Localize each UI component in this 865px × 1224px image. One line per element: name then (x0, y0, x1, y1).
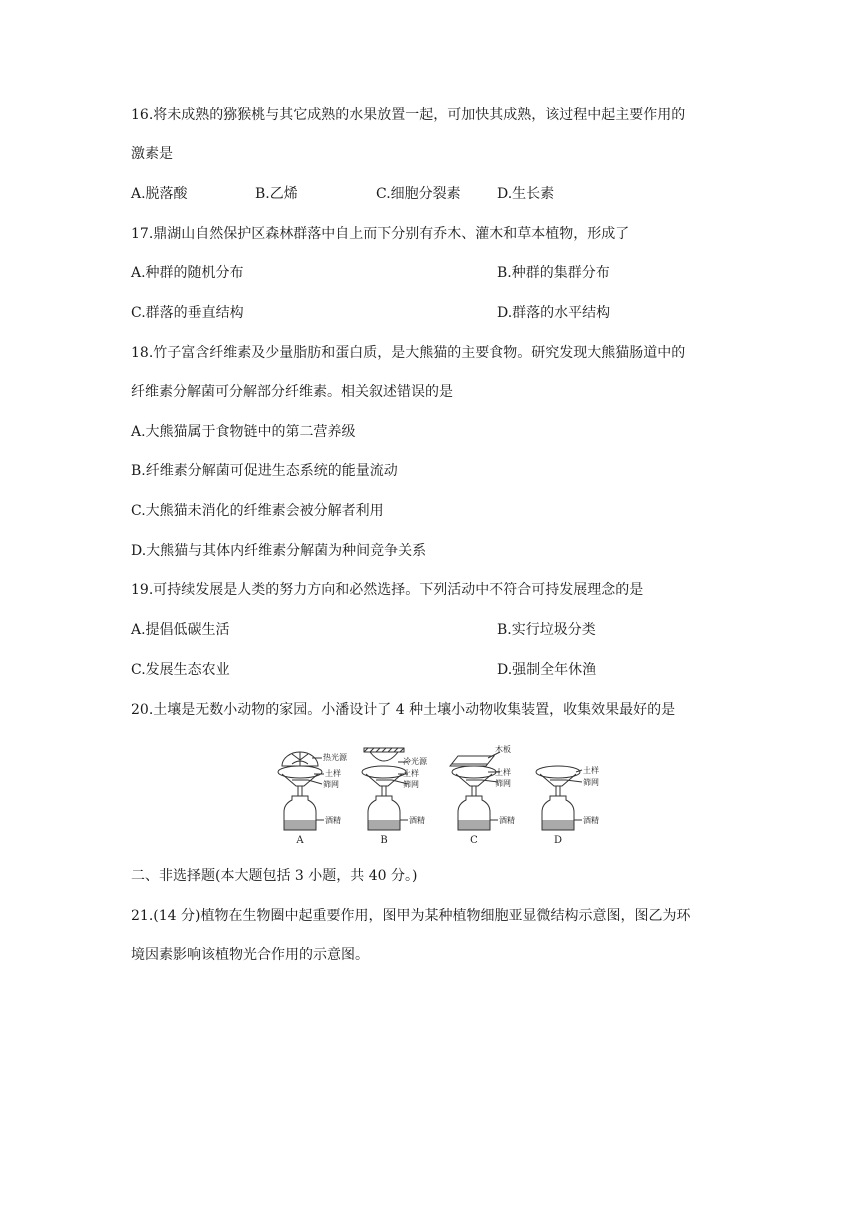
apparatus-c (450, 756, 496, 830)
apparatus-d (536, 766, 580, 830)
panel-label-c: C (470, 835, 478, 846)
section2-title: 二、非选择题(本大题包括 3 小题，共 40 分。) (131, 868, 418, 884)
label-mesh-d: 筛网 (583, 778, 599, 787)
q17-option-a[interactable]: A.种群的随机分布 (131, 265, 244, 281)
label-mesh-a: 筛网 (323, 780, 339, 789)
label-alcohol-a: 酒精 (325, 816, 341, 825)
q18-option-c[interactable]: C.大熊猫未消化的纤维素会被分解者利用 (131, 503, 384, 519)
panel-label-d: D (553, 835, 563, 846)
q18-stem-line2: 纤维素分解菌可分解部分纤维素。相关叙述错误的是 (131, 384, 453, 400)
apparatus-b (362, 748, 406, 830)
q16-option-c[interactable]: C.细胞分裂素 (376, 186, 461, 202)
q19-option-d[interactable]: D.强制全年休渔 (497, 662, 597, 678)
q16-stem-line1: 16.将未成熟的猕猴桃与其它成熟的水果放置一起，可加快其成熟，该过程中起主要作用的 (131, 107, 686, 123)
q17-option-d[interactable]: D.群落的水平结构 (497, 305, 611, 321)
q16-option-b[interactable]: B.乙烯 (255, 186, 298, 202)
q17-option-c[interactable]: C.群落的垂直结构 (131, 305, 244, 321)
q21-stem-line1: 21.(14 分)植物在生物圈中起重要作用，图甲为某种植物细胞亚显微结构示意图，图乙为环 (131, 908, 691, 924)
q18-option-b[interactable]: B.纤维素分解菌可促进生态系统的能量流动 (131, 463, 398, 479)
q19-option-c[interactable]: C.发展生态农业 (131, 662, 230, 678)
q16-option-a[interactable]: A.脱落酸 (131, 186, 188, 202)
label-cold-source: 冷光源 (403, 757, 427, 766)
label-heat-source: 热光源 (323, 753, 347, 762)
label-mesh-b: 筛网 (403, 780, 419, 789)
q20-stem: 20.土壤是无数小动物的家园。小潘设计了 4 种土壤小动物收集装置，收集效果最好的是 (131, 702, 676, 718)
q18-stem-line1: 18.竹子富含纤维素及少量脂肪和蛋白质，是大熊猫的主要食物。研究发现大熊猫肠道中的 (131, 345, 686, 361)
label-soil-c: 土样 (495, 768, 511, 777)
q16-stem-line2: 激素是 (131, 146, 173, 162)
label-alcohol-c: 酒精 (499, 816, 515, 825)
q19-option-a[interactable]: A.提倡低碳生活 (131, 622, 230, 638)
apparatus-a (278, 752, 322, 830)
panel-label-a: A (296, 835, 304, 846)
panel-label-b: B (380, 835, 388, 846)
label-alcohol-b: 酒精 (409, 816, 425, 825)
label-soil-b: 土样 (403, 769, 419, 778)
q17-option-b[interactable]: B.种群的集群分布 (497, 265, 610, 281)
q19-option-b[interactable]: B.实行垃圾分类 (497, 622, 596, 638)
soil-animal-collector-figure (262, 740, 608, 848)
label-soil-a: 土样 (325, 769, 341, 778)
label-mesh-c: 筛网 (495, 779, 511, 788)
q18-option-a[interactable]: A.大熊猫属于食物链中的第二营养级 (131, 424, 356, 440)
q17-stem: 17.鼎湖山自然保护区森林群落中自上而下分别有乔木、灌木和草本植物，形成了 (131, 226, 630, 242)
q18-option-d[interactable]: D.大熊猫与其体内纤维素分解菌为种间竞争关系 (131, 543, 427, 559)
label-soil-d: 土样 (583, 766, 599, 775)
label-alcohol-d: 酒精 (583, 816, 599, 825)
q16-option-d[interactable]: D.生长素 (497, 186, 555, 202)
label-board: 木板 (495, 745, 511, 754)
q19-stem: 19.可持续发展是人类的努力方向和必然选择。下列活动中不符合可持发展理念的是 (131, 582, 644, 598)
q21-stem-line2: 境因素影响该植物光合作用的示意图。 (131, 947, 369, 963)
